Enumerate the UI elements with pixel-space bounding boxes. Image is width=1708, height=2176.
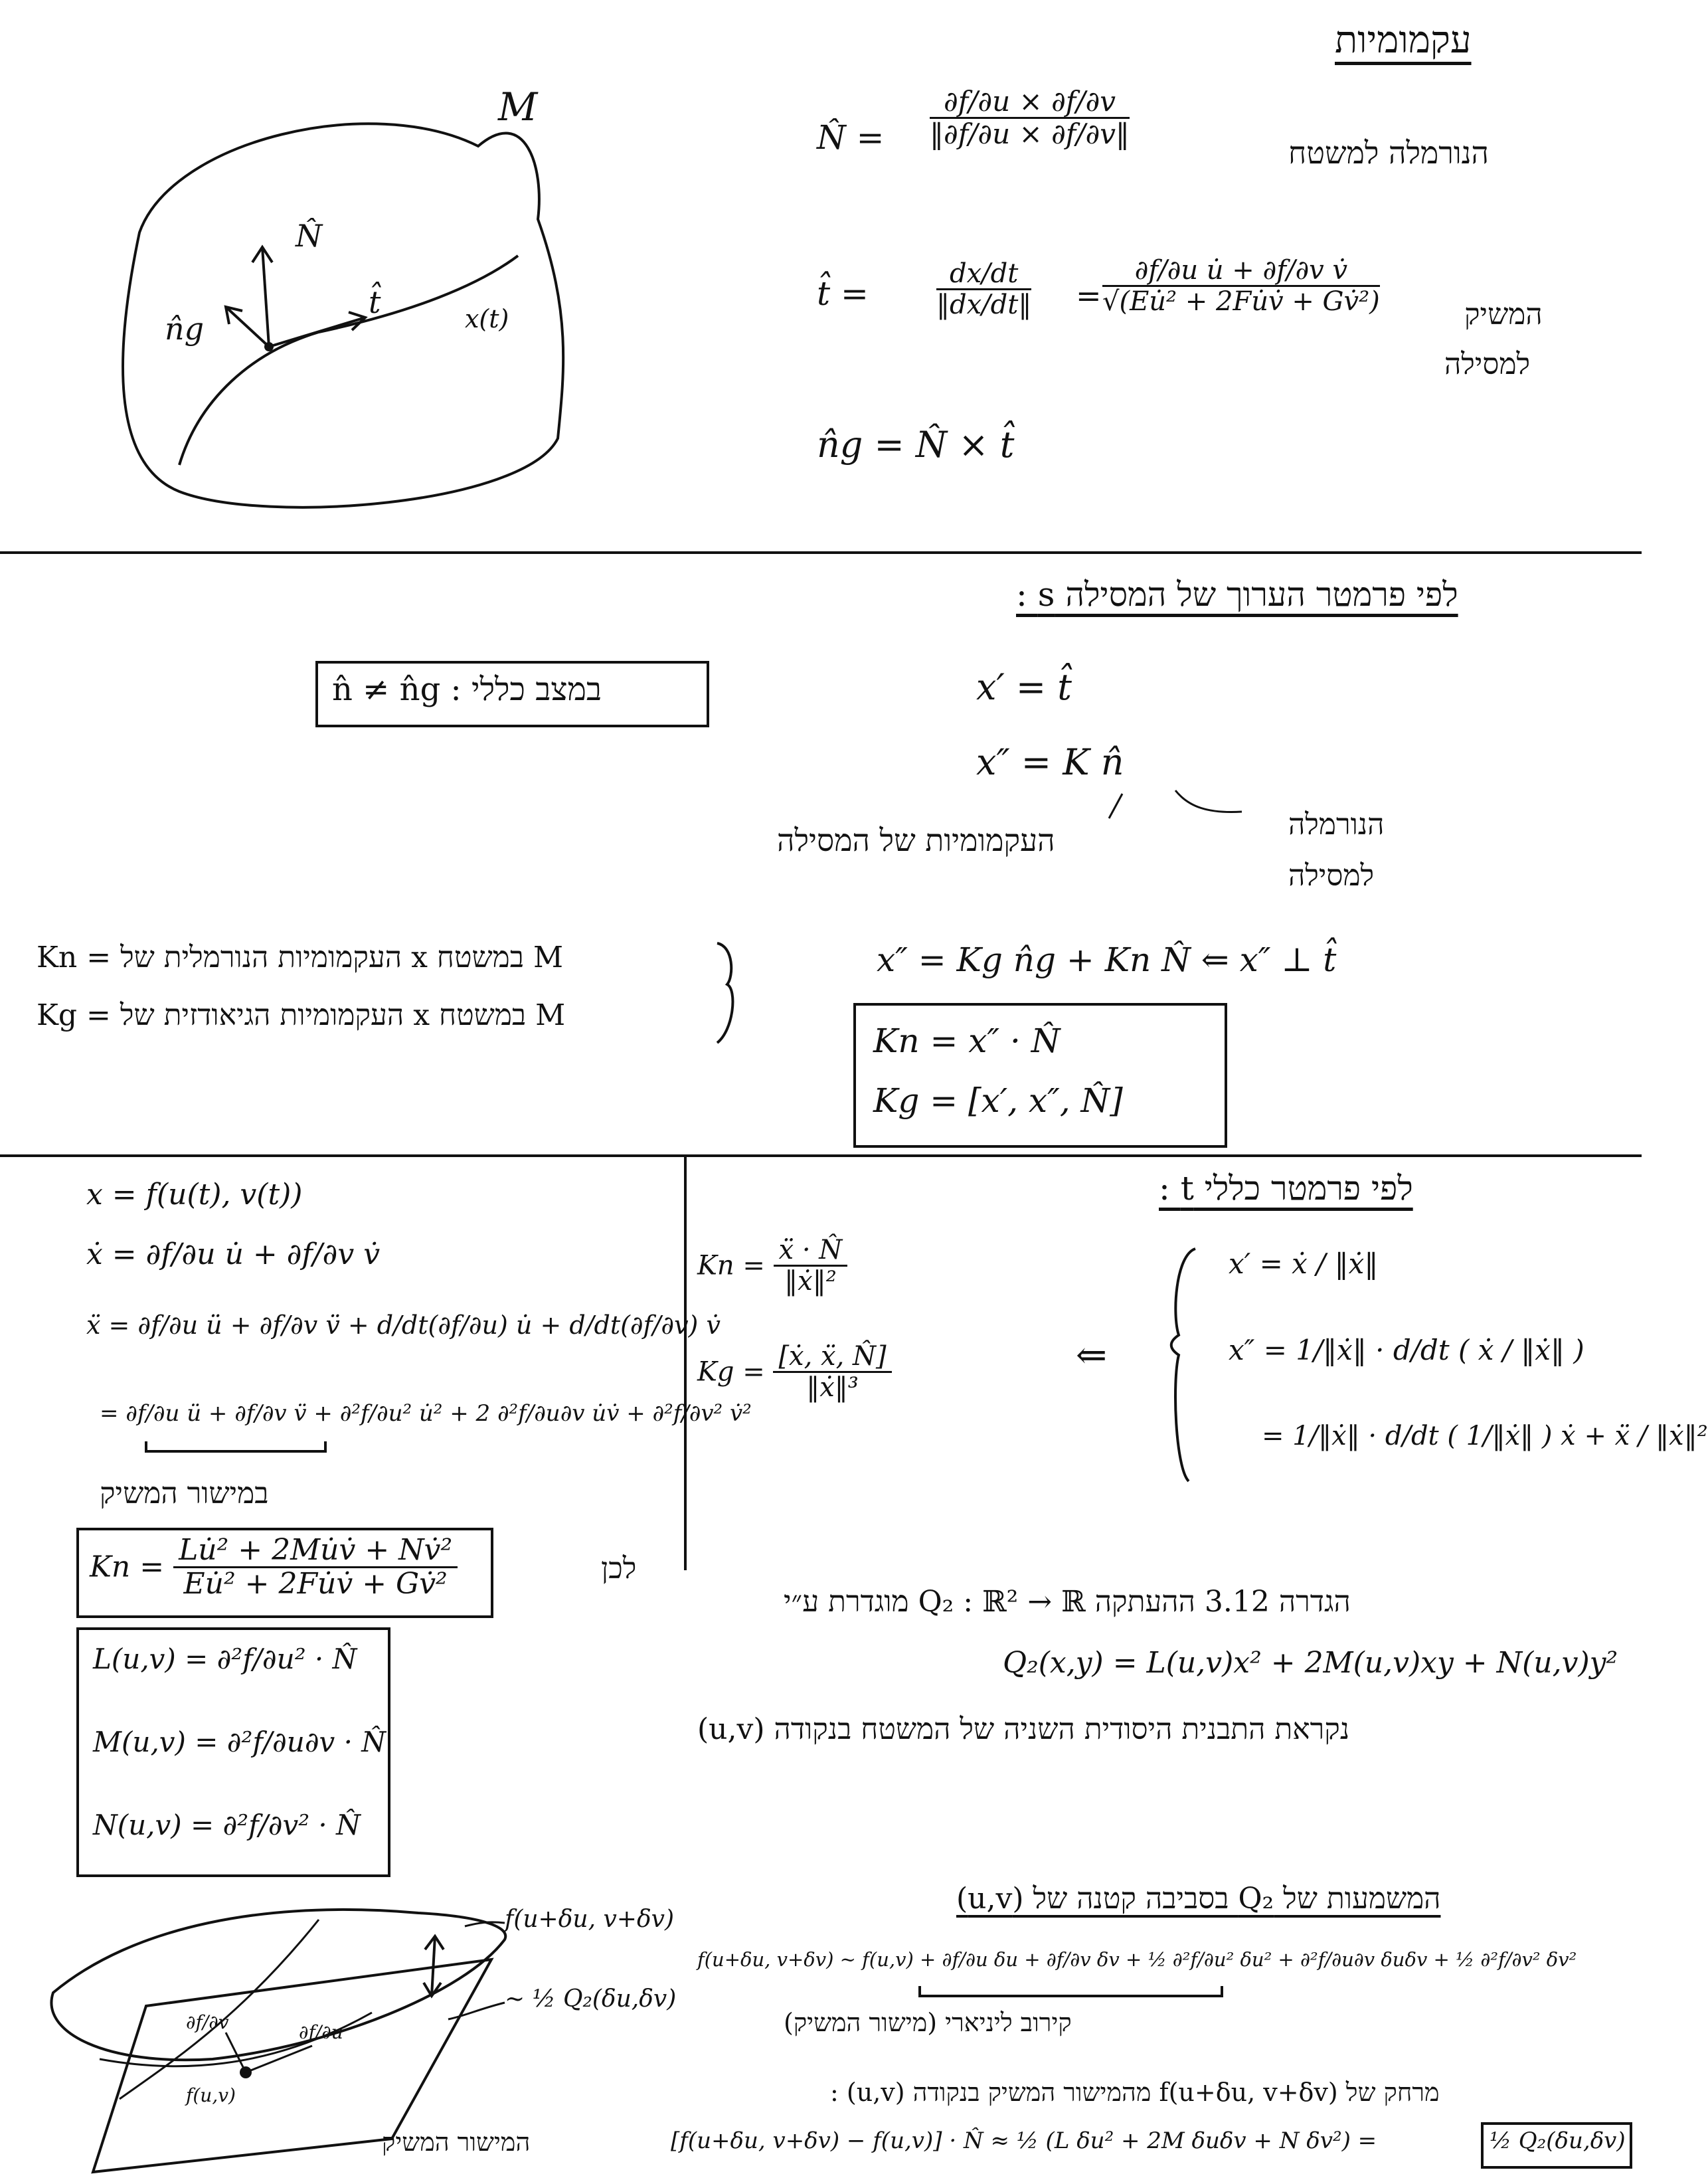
eq-t-den1: ‖dx/dt‖ [936,290,1032,320]
final-equation: [f(u+δu, v+δv) − f(u,v)] · N̂ ≈ ½ (L δu² + 2M δuδv + N δv²) = [671,2128,1377,2154]
r-line2: x″ = 1/‖ẋ‖ · d/dt ( ẋ / ‖ẋ‖ ) [1229,1334,1584,1366]
s2-eq2: x″ = K n̂ [976,741,1124,783]
kg-definition: Kg = העקמומיות הגיאודזית של x במשטח M [37,998,566,1032]
surface-label-M: M [498,84,538,130]
eq-N-den: ‖∂f/∂u × ∂f/∂v‖ [930,118,1130,151]
definition-name: נקראת התבנית היסודית השניה של המשטח בנקודה (u,v) [697,1712,1350,1746]
implies-arrow: ⇐ [1076,1334,1107,1377]
normal-label-2: למסילה [1288,859,1375,893]
eq-t-num1: dx/dt [936,259,1031,290]
definition-equation: Q₂(x,y) = L(u,v)x² + 2M(u,v)xy + N(u,v)y² [1003,1646,1618,1680]
label-ng: n̂g [165,311,205,347]
r-line1: x′ = ẋ / ‖ẋ‖ [1229,1247,1379,1280]
s3-heading: לפי פרמטר כללי t : [1159,1169,1413,1208]
final-box-text: ½ Q₂(δu,δv) [1490,2128,1626,2154]
kn-definition: Kn = העקמומיות הנורמלית של x במשטח M [37,941,564,974]
M-definition: M(u,v) = ∂²f/∂u∂v · N̂ [93,1726,386,1758]
therefore-label: לכן [601,1552,637,1586]
general-case: במצב כללי : n̂ ≠ n̂g [332,671,602,708]
eq-ng: n̂g = N̂ × t̂ [817,424,1015,466]
note-tangent-1: המשיק [1464,298,1543,331]
N-definition: N(u,v) = ∂²f/∂v² · N̂ [93,1809,361,1841]
s3-line2: ẋ = ∂f/∂u u̇ + ∂f/∂v v̇ [86,1237,381,1271]
kn-den: Eu̇² + 2Fu̇v̇ + Gv̇² [183,1567,448,1601]
normal-label-1: הנורמלה [1288,808,1385,842]
box-kn: Kn = x″ · N̂ [873,1022,1061,1060]
definition-title: הגדרה 3.12 ההעתקה Q₂ : ℝ² → ℝ מוגדרת ע״י [784,1585,1351,1619]
linear-approx: קירוב ליניארי (מישור המשיק) [784,2008,1072,2037]
label-f-top: f(u+δu, v+δv) [505,1906,675,1933]
eq-t-lhs: t̂ = [817,274,869,313]
mid-kg-den: ‖ẋ‖³ [806,1372,859,1403]
label-plane: המישור המשיק [382,2128,531,2157]
note-tangent-2: למסילה [1444,347,1531,381]
eq-N-num: ∂f/∂u × ∂f/∂v [930,86,1130,119]
mid-kn-den: ‖ẋ‖² [784,1266,837,1297]
mid-kn-num: ẍ · N̂ [774,1235,848,1267]
label-f-base: f(u,v) [186,2084,236,2106]
L-definition: L(u,v) = ∂²f/∂u² · N̂ [93,1643,357,1675]
label-xt: x(t) [465,304,509,333]
mid-kg-num: [ẋ, ẍ, N̂] [773,1342,891,1373]
s2-eq1: x′ = t̂ [976,666,1072,708]
curvature-decomposition: x″ = Kg n̂g + Kn N̂ ⇐ x″ ⊥ t̂ [877,941,1337,979]
eq-t-den2: √(Eu̇² + 2Fu̇v̇ + Gv̇²) [1102,286,1380,317]
s3-line4: = ∂f/∂u ü + ∂f/∂v v̈ + ∂²f/∂u² u̇² + 2 ∂²f/∂u∂v u̇v̇ + ∂²f/∂v² v̇² [100,1400,752,1427]
mid-kg-lhs: Kg = [697,1356,765,1388]
section-title: עקמומיות [1335,19,1472,62]
eq-t-eq: = [1076,278,1102,314]
kn-num: Lu̇² + 2Mu̇v̇ + Nv̇² [173,1534,458,1568]
mid-kn-lhs: Kn = [697,1250,765,1281]
eq-t-num2: ∂f/∂u u̇ + ∂f/∂v v̇ [1102,256,1380,287]
box-kg: Kg = [x′, x″, N̂] [873,1081,1123,1120]
tangent-plane-label: במישור המשיק [100,1477,269,1510]
s3-line3: ẍ = ∂f/∂u ü + ∂f/∂v v̈ + d/dt(∂f/∂u) u̇ + d/dt(∂f/∂v) v̇ [86,1311,721,1340]
note-normal: הנורמלה למשטח [1288,135,1490,171]
label-fu: ∂f/∂u [299,2021,343,2043]
r-line3: = 1/‖ẋ‖ · d/dt ( 1/‖ẋ‖ ) ẋ + ẍ / ‖ẋ‖² [1262,1421,1708,1451]
meaning-title: המשמעות של Q₂ בסביבה קטנה של (u,v) [956,1882,1441,1916]
label-N: N̂ [296,218,323,254]
s2-heading: לפי פרמטר הערוך של המסילה s : [1016,575,1458,614]
eq-N-lhs: N̂ = [817,118,885,157]
label-q-half: ~ ½ Q₂(δu,δv) [505,1985,677,2013]
taylor-expansion: f(u+δu, v+δv) ~ f(u,v) + ∂f/∂u δu + ∂f/∂v δv + ½ ∂²f/∂u² δu² + ∂²f/∂u∂v δuδv + ½ ∂²f/∂v² δv² [697,1948,1577,1971]
distance-label: מרחק של f(u+δu, v+δv) מהמישור המשיק בנקודה (u,v) : [830,2078,1440,2107]
curvature-label: העקמומיות של המסילה [777,822,1055,858]
label-t: t̂ [369,284,381,320]
label-fv: ∂f/∂v [186,2011,229,2033]
s3-line1: x = f(u(t), v(t)) [86,1178,303,1212]
kn-lhs: Kn = [90,1550,165,1584]
